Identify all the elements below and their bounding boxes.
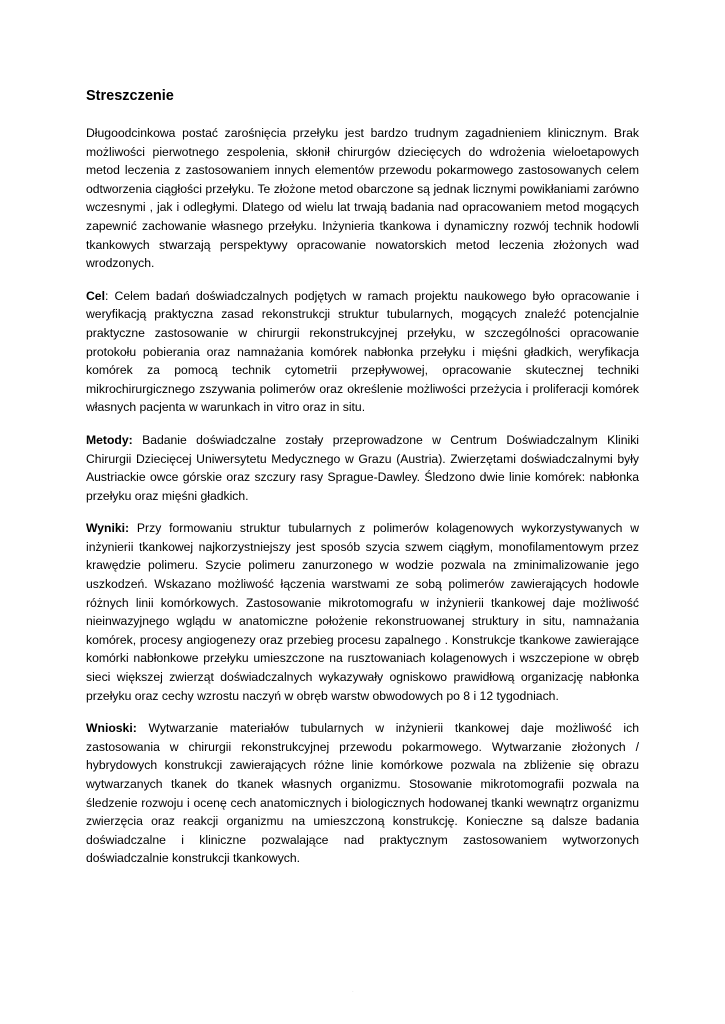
section-wyniki (86, 519, 639, 705)
intro-paragraph: Długoodcinkowa postać zarośnięcia przełyku jest bardzo trudnym zagadnieniem klinicznym. Brak możliwości pierwotnego zespolenia, skłonił chirurgów dziecięcych do wdrożenia wieloetapowych metod leczenia z zastosowaniem innych elementów przewodu pokarmowego zastosowanych celem odtworzenia ciągłości przełyku. Te złożone metod obarczone są jednak licznymi powikłaniami zarówno wczesnymi , jak i odległymi. Dlatego od wielu lat trwają badania nad opracowaniem metod mogących zapewnić zachowanie własnego przełyku. Inżynieria tkankowa i dynamiczny rozwój technik hodowli tkankowych stwarzają perspektywy opracowanie nowatorskich metod leczenia złożonych wad wrodzonych. (86, 126, 639, 271)
document-page (86, 88, 639, 882)
section-wnioski (86, 719, 639, 868)
section-label: Wnioski: (86, 721, 137, 736)
section-text: : Celem badań doświadczalnych podjętych w ramach projektu naukowego było opracowanie i weryfikacją praktyczna zasad rekonstrukcji struktur tubularnych, mogących znaleźć potencjalnie praktyczne zastosowanie w chirurgii rekonstrukcyjnej przełyku, w szczególności opracowanie protokołu pobierania oraz namnażania komórek nabłonka przełyku i mięśni gładkich, weryfikacja komórek za pomocą technik cytometrii przepływowej, opracowanie skutecznej techniki mikrochirurgicznego zszywania polimerów oraz określenie możliwości przeżycia i proliferacji komórek własnych pacjenta w warunkach in vitro oraz in situ. (86, 288, 639, 415)
section-label: Metody: (86, 432, 133, 447)
section-text: Wytwarzanie materiałów tubularnych w inżynierii tkankowej daje możliwość ich zastosowania w chirurgii rekonstrukcyjnej przewodu pokarmowego. Wytwarzanie złożonych / hybrydowych konstrukcji zawierających różne linie komórkowe pozwala na zbliżenie się obrazu wytwarzanych tkanek do tkanek własnych organizmu. Stosowanie mikrotomografii pozwala na śledzenie rozwoju i ocenę cech anatomicznych i biologicznych hodowanej tkanki wewnątrz organizmu zwierzęcia oraz reakcji organizmu na umieszczoną konstrukcję. Konieczne są dalsze badania doświadczalne i kliniczne pozwalające nad praktycznym zastosowaniem wytworzonych doświadczalnie konstrukcji tkankowych. (86, 721, 639, 866)
section-text: Badanie doświadczalne zostały przeprowadzone w Centrum Doświadczalnym Kliniki Chirurgii Dziecięcej Uniwersytetu Medycznego w Grazu (Austria). Zwierzętami doświadczalnymi były Austriackie owce górskie oraz szczury rasy Sprague-Dawley. Śledzono dwie linie komórek: nabłonka przełyku oraz mięśni gładkich. (86, 432, 639, 503)
footer-mark: . (352, 988, 354, 994)
section-text: Przy formowaniu struktur tubularnych z polimerów kolagenowych wykorzystywanych w inżynierii tkankowej najkorzystniejszy jest sposób szycia szwem ciągłym, monofilamentowym przez krawędzie polimeru. Szycie polimeru zanurzonego w wodzie pozwala na zminimalizowanie jego uszkodzeń. Wskazano możliwość łączenia warstwami ze sobą polimerów zawierających hodowle różnych linii komórkowych. Zastosowanie mikrotomografu w inżynierii tkankowej daje możliwość nieinwazyjnego wglądu w anatomiczne położenie rekonstruowanej struktury in situ, namnażania komórek, procesy angiogenezy oraz przebieg procesu zapalnego . Konstrukcje tkankowe zawierające komórki nabłonkowe przełyku umieszczone na rusztowaniach kolagenowych i wszczepione w obręb sieci większej zwierząt doświadczalnych wykazywały ogniskowo prawidłową organizację nabłonka przełyku oraz cechy wzrostu naczyń w obręb warstw obwodowych po 8 i 12 tygodniach. (86, 521, 639, 703)
section-cel (86, 287, 639, 417)
section-metody (86, 431, 639, 505)
section-label: Cel (86, 288, 105, 303)
section-label: Wyniki: (86, 521, 130, 536)
page-title: Streszczenie (86, 88, 174, 104)
